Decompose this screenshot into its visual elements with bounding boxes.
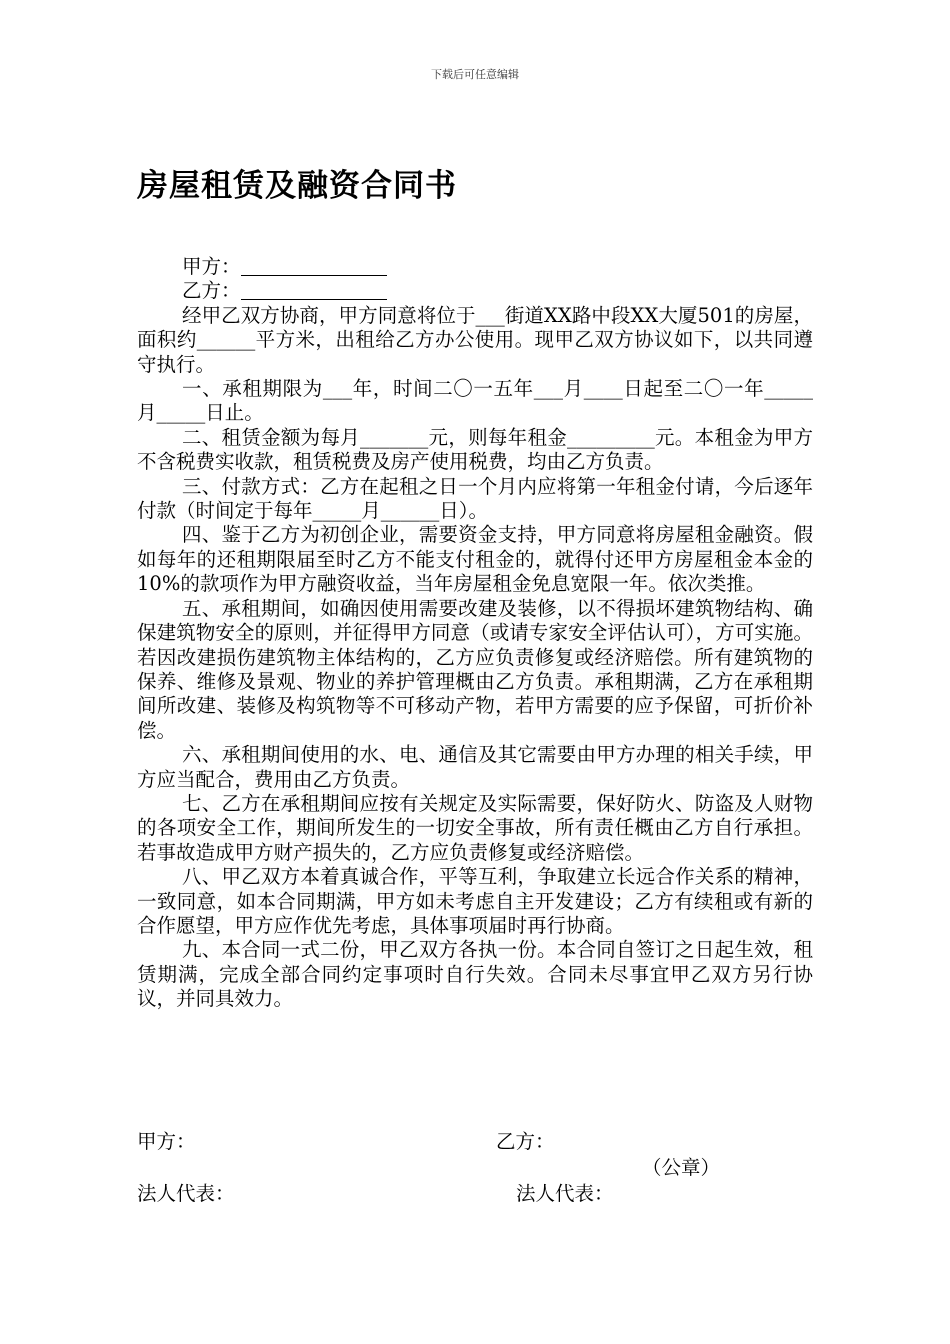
document-title: 房屋租赁及融资合同书 xyxy=(137,168,457,204)
clause-2-rent-amount: 二、租赁金额为每月_______元，则每年租金_________元。本租金为甲方不含税费实收款，租赁税费及房产使用税费，均由乙方负责。 xyxy=(137,425,813,474)
clause-4-financing: 四、鉴于乙方为初创企业，需要资金支持，甲方同意将房屋租金融资。假如每年的还租期限届至时乙方不能支付租金的，就得付还甲方房屋租金本金的10%的款项作为甲方融资收益，当年房屋租金免息宽限一年。依次类推。 xyxy=(137,523,813,596)
party-b-blank xyxy=(241,281,387,300)
contract-body xyxy=(137,255,813,1012)
company-seal-note: （公章） xyxy=(642,1156,721,1179)
clause-3-payment-method: 三、付款方式：乙方在起租之日一个月内应将第一年租金付请，今后逐年付款（时间定于每年_____月______日）。 xyxy=(137,474,813,523)
legal-rep-b: 法人代表： xyxy=(516,1182,614,1205)
clause-8-renewal: 八、甲乙双方本着真诚合作，平等互利，争取建立长远合作关系的精神，一致同意，如本合同期满，甲方如未考虑自主开发建设；乙方有续租或有新的合作愿望，甲方应作优先考虑，具体事项届时再行协商。 xyxy=(137,865,813,937)
header-note: 下载后可任意编辑 xyxy=(431,68,519,81)
clause-1-lease-term: 一、承租期限为___年，时间二〇一五年___月____日起至二〇一年_____月_____日止。 xyxy=(137,377,813,425)
legal-rep-a: 法人代表： xyxy=(137,1182,235,1205)
party-b-line xyxy=(137,279,813,303)
party-a-line xyxy=(137,255,813,279)
party-b-label: 乙方： xyxy=(182,279,241,303)
signature-party-a: 甲方： xyxy=(137,1130,196,1153)
intro-paragraph: 经甲乙双方协商，甲方同意将位于___街道XX路中段XX大厦501的房屋，面积约______平方米，出租给乙方办公使用。现甲乙双方协议如下，以共同遵守执行。 xyxy=(137,303,813,376)
clause-9-copies: 九、本合同一式二份，甲乙双方各执一份。本合同自签订之日起生效，租赁期满，完成全部合同约定事项时自行失效。合同未尽事宜甲乙双方另行协议，并同具效力。 xyxy=(137,938,813,1011)
clause-5-renovation: 五、承租期间，如确因使用需要改建及装修，以不得损坏建筑物结构、确保建筑物安全的原则，并征得甲方同意（或请专家安全评估认可），方可实施。若因改建损伤建筑物主体结构的，乙方应负责修复或经济赔偿。所有建筑物的保养、维修及景观、物业的养护管理概由乙方负责。承租期满，乙方在承租期间所改建、装修及构筑物等不可移动产物，若甲方需要的应予保留，可折价补偿。 xyxy=(137,596,813,742)
party-a-blank xyxy=(241,257,387,276)
clause-6-utilities: 六、承租期间使用的水、电、通信及其它需要由甲方办理的相关手续，甲方应当配合，费用由乙方负责。 xyxy=(137,743,813,791)
party-a-label: 甲方： xyxy=(182,255,241,278)
signature-party-b: 乙方： xyxy=(496,1130,555,1153)
clause-7-safety: 七、乙方在承租期间应按有关规定及实际需要，保好防火、防盗及人财物的各项安全工作，期间所发生的一切安全事故，所有责任概由乙方自行承担。若事故造成甲方财产损失的，乙方应负责修复或经济赔偿。 xyxy=(137,791,813,864)
